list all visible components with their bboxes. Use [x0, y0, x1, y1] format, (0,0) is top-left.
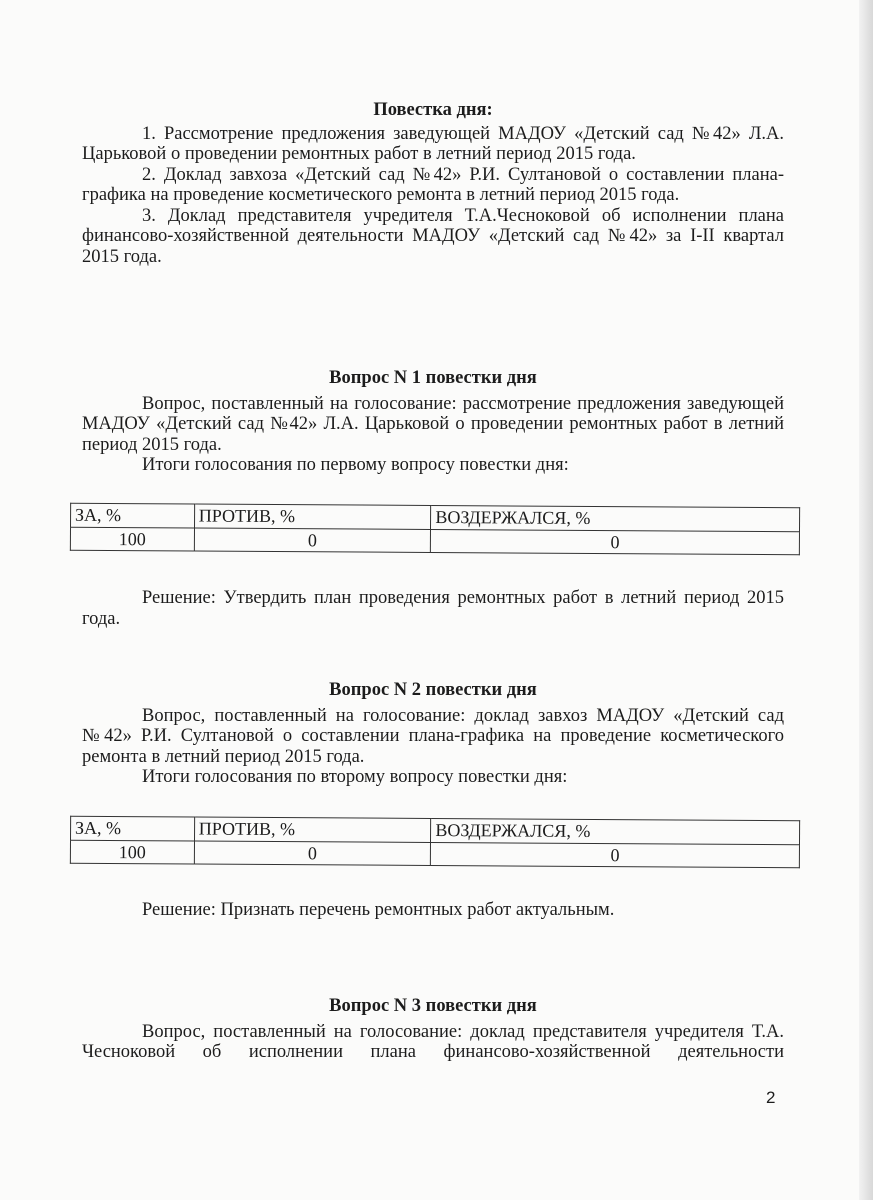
value-for: 100 — [70, 840, 194, 864]
agenda — [82, 100, 784, 267]
question-1-results-label: Итоги голосования по первому вопросу повестки дня: — [142, 455, 569, 475]
vote-table-2 — [70, 816, 800, 868]
question-2-results-label: Итоги голосования по второму вопросу повестки дня: — [142, 767, 568, 787]
vote-table-1 — [70, 503, 800, 555]
question-3 — [82, 996, 784, 1063]
agenda-item-2: 2. Доклад завхоза «Детский сад №42» Р.И. Султановой о составлении плана-графика на проведение косметического ремонта в летний период 2015 года. — [82, 164, 784, 205]
question-2-decision: Решение: Признать перечень ремонтных работ актуальным. — [142, 900, 615, 920]
header-abstained: ВОЗДЕРЖАЛСЯ, % — [431, 505, 800, 531]
header-for: ЗА, % — [71, 503, 195, 527]
agenda-item-3: 3. Доклад представителя учредителя Т.А.Чесноковой об исполнении плана финансово-хозяйственной деятельности МАДОУ «Детский сад №42» за I-II квартал 2015 года. — [82, 205, 784, 267]
value-for: 100 — [70, 527, 194, 551]
question-2-heading: Вопрос N 2 повестки дня — [329, 680, 537, 700]
header-abstained: ВОЗДЕРЖАЛСЯ, % — [431, 818, 800, 844]
question-1-heading: Вопрос N 1 повестки дня — [329, 368, 537, 388]
value-against: 0 — [194, 528, 431, 553]
question-1-decision: Решение: Утвердить план проведения ремонтных работ в летний период 2015 года. — [82, 588, 784, 629]
question-2 — [82, 680, 784, 788]
header-for: ЗА, % — [71, 816, 195, 840]
question-2-text: Вопрос, поставленный на голосование: доклад завхоз МАДОУ «Детский сад №42» Р.И. Султановой о составлении плана-графика на проведение косметического ремонта в летний период 2015 года. — [82, 705, 784, 767]
page-number: 2 — [766, 1088, 776, 1107]
agenda-item-1: 1. Рассмотрение предложения заведующей МАДОУ «Детский сад №42» Л.А. Царьковой о проведении ремонтных работ в летний период 2015 года. — [82, 123, 784, 164]
scan-edge — [859, 0, 873, 1200]
question-3-heading: Вопрос N 3 повестки дня — [329, 996, 537, 1016]
header-against: ПРОТИВ, % — [194, 817, 431, 842]
value-against: 0 — [194, 841, 431, 866]
question-1 — [82, 368, 784, 476]
question-1-text: Вопрос, поставленный на голосование: рассмотрение предложения заведующей МАДОУ «Детский сад №42» Л.А. Царьковой о проведении ремонтных работ в летний период 2015 года. — [82, 393, 784, 455]
value-abstained: 0 — [431, 529, 800, 555]
question-3-text: Вопрос, поставленный на голосование: доклад представителя учредителя Т.А. Чесноковой об исполнении плана финансово-хозяйственной деятельности — [82, 1021, 784, 1062]
value-abstained: 0 — [431, 842, 800, 868]
agenda-title: Повестка дня: — [373, 100, 493, 120]
header-against: ПРОТИВ, % — [194, 504, 431, 529]
